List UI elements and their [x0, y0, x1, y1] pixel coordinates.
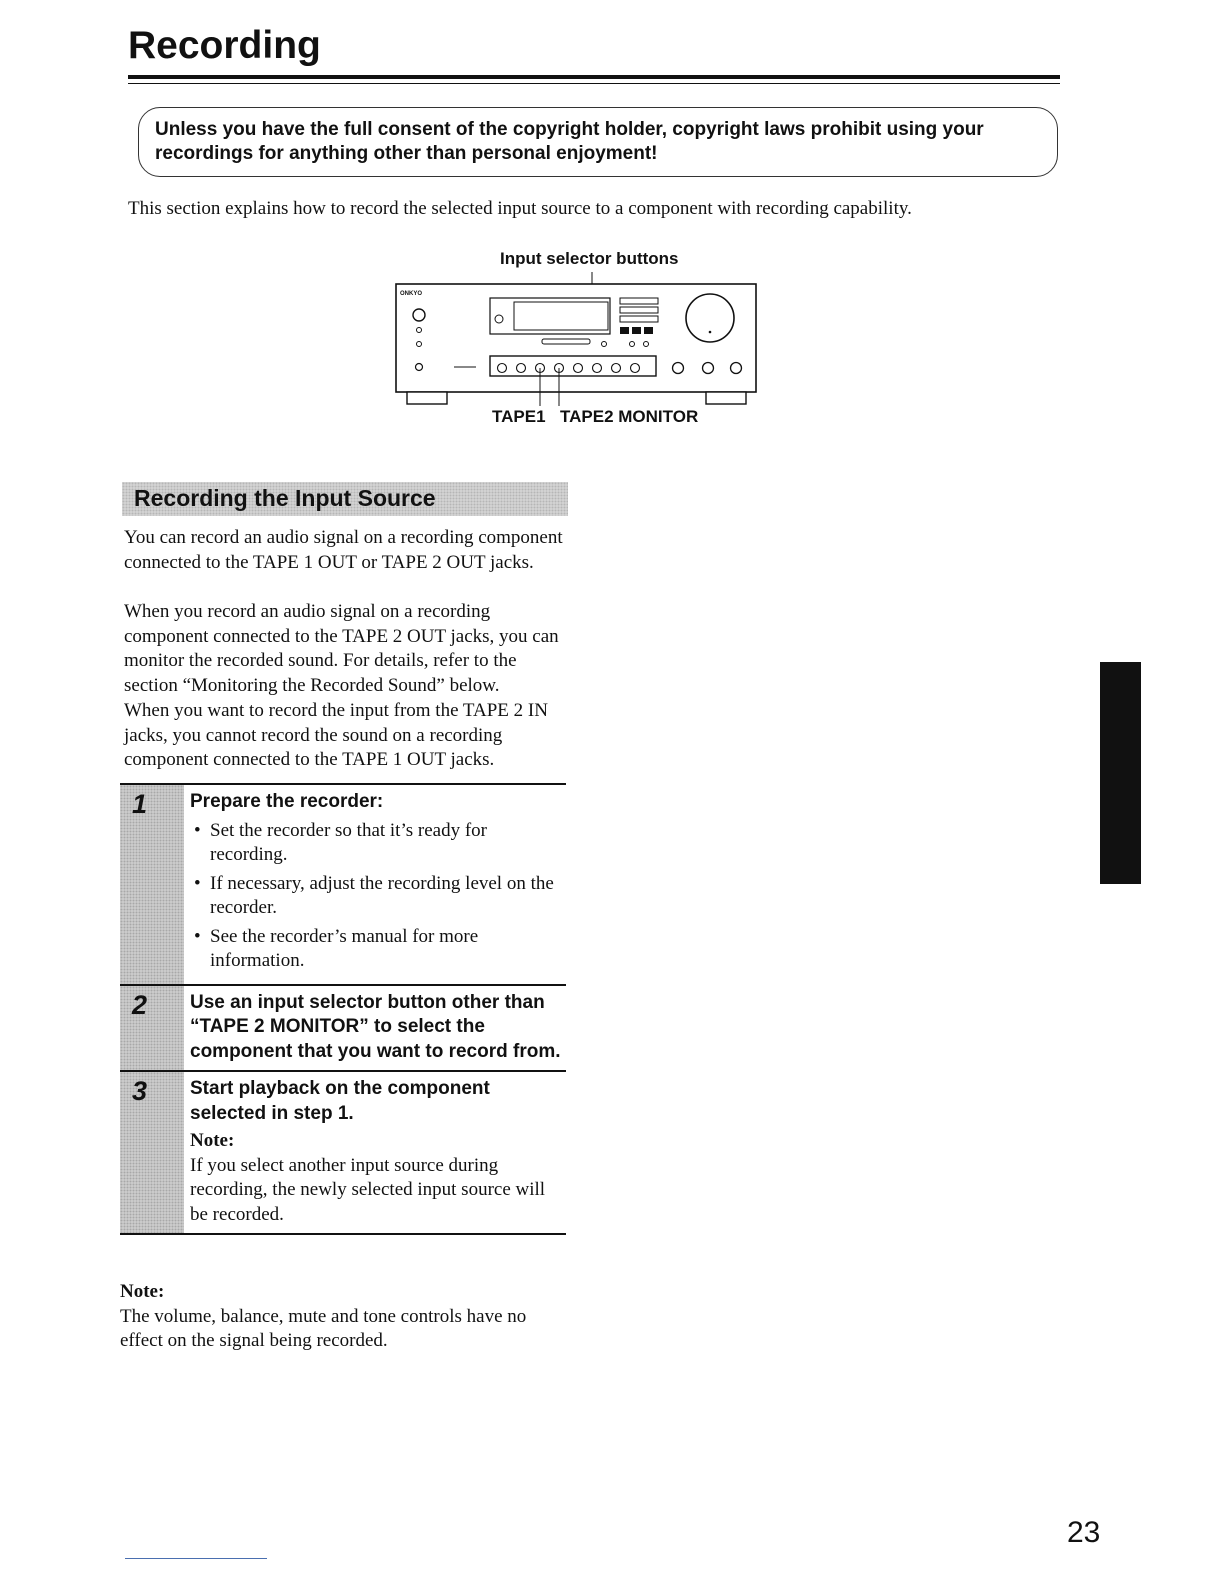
- bullet-item: • See the recorder’s manual for more information.: [190, 925, 566, 974]
- copyright-warning-text: Unless you have the full consent of the copyright holder, copyright laws prohibit using your recordings for anything other than personal enjoyment!: [155, 119, 984, 164]
- brand-text: ONKYO: [400, 291, 423, 297]
- step-number: 3: [132, 1076, 148, 1106]
- step-title: Start playback on the component selected in step 1.: [190, 1078, 490, 1124]
- intro-text: This section explains how to record the selected input source to a component with recording capability.: [128, 198, 912, 219]
- title-rule-thick: [128, 75, 1060, 79]
- paragraph-2: When you record an audio signal on a recording component connected to the TAPE 2 OUT jacks, you can monitor the recorded sound. For details, refer to the section “Monitoring the Recorded Sound” below.: [124, 601, 559, 696]
- step-number-column: [120, 785, 184, 984]
- note-label: Note:: [120, 1281, 165, 1302]
- step-1: [120, 783, 566, 984]
- page-title: Recording: [128, 24, 321, 67]
- title-rule-thin: [128, 83, 1060, 84]
- section-heading: Recording the Input Source: [134, 485, 436, 511]
- receiver-front-panel-diagram: [392, 272, 762, 412]
- step-note-text: If you select another input source during recording, the newly selected input source will be recorded.: [190, 1154, 546, 1225]
- paragraph-1: You can record an audio signal on a recording component connected to the TAPE 1 OUT or TAPE 2 OUT jacks.: [124, 527, 563, 573]
- bottom-note: [120, 1280, 570, 1354]
- step-number-column: [120, 1072, 184, 1233]
- chapter-side-tab: [1100, 662, 1141, 884]
- bullet-item: • If necessary, adjust the recording level on the recorder.: [190, 872, 566, 921]
- figure-label-tape1: TAPE1: [492, 407, 546, 426]
- step-title: Use an input selector button other than “TAPE 2 MONITOR” to select the component that you want to record from.: [190, 991, 561, 1062]
- footer-line: [125, 1558, 267, 1559]
- section-heading-box: [122, 482, 568, 516]
- step-title: Prepare the recorder:: [190, 791, 384, 812]
- steps-list: [120, 783, 566, 1235]
- bullet-item: • Set the recorder so that it’s ready for recording.: [190, 819, 566, 868]
- step-number: 2: [132, 989, 148, 1020]
- note-text: The volume, balance, mute and tone controls have no effect on the signal being recorded.: [120, 1305, 527, 1351]
- figure-label-tape2-monitor: TAPE2 MONITOR: [560, 407, 699, 426]
- figure-label-input-selector: Input selector buttons: [500, 249, 679, 268]
- step-number: 1: [132, 789, 148, 819]
- step-3: [120, 1070, 566, 1235]
- paragraph-3: When you want to record the input from the TAPE 2 IN jacks, you cannot record the sound on a recording component connected to the TAPE 1 OUT jacks.: [124, 700, 548, 770]
- step-note-label: Note:: [190, 1130, 235, 1151]
- step-number-column: [120, 986, 184, 1071]
- copyright-warning-box: [138, 107, 1058, 177]
- step-2: [120, 984, 566, 1071]
- page-number: 23: [1067, 1516, 1101, 1549]
